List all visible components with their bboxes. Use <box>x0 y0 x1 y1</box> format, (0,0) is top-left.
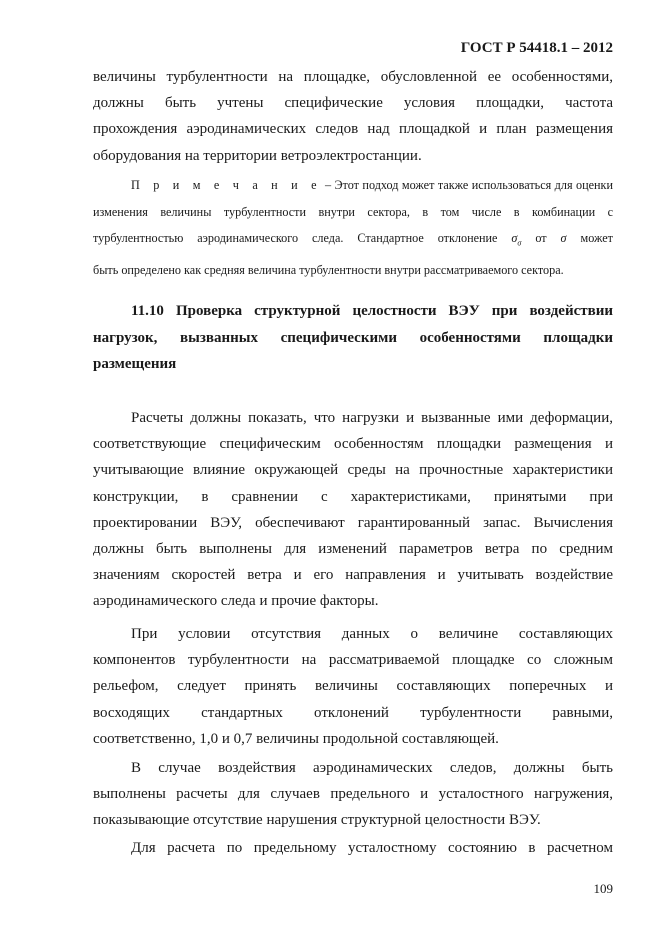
text-line: оборудования на территории ветроэлектростанции. <box>93 147 422 164</box>
paragraph-4 <box>93 835 613 861</box>
text-line: проектировании ВЭУ, обеспечивают гарантированный запас. Вычисления <box>93 514 613 531</box>
text-line: В случае воздействия аэродинамических следов, должны быть <box>131 760 613 776</box>
text-line: конструкции, в сравнении с характеристиками, принятыми при <box>93 488 613 505</box>
note-text: турбулентностью аэродинамического следа. Стандартное отклонение <box>93 231 498 246</box>
note-text: – Этот подход может также использоваться для оценки <box>321 178 613 192</box>
text-line: соответствующие специфическим особенностям площадки размещения и <box>93 436 613 453</box>
text-line: восходящих стандартных отклонений турбулентности равными, <box>93 704 613 721</box>
note-line-1 <box>93 172 613 199</box>
document-header: ГОСТ Р 54418.1 – 2012 <box>460 40 613 56</box>
sigma-symbol: σ <box>511 231 518 246</box>
text-line: значениям скоростей ветра и его направления и учитывать воздействие <box>93 567 613 584</box>
text-line: учитывающие влияние окружающей среды на прочностные характеристики <box>93 462 613 479</box>
sigma-subscript: σ <box>517 238 522 248</box>
note-line-4: быть определено как средняя величина турбулентности внутри рассматриваемого сектора. <box>93 263 564 278</box>
text-line: должны быть выполнены для изменений параметров ветра по средним <box>93 541 613 558</box>
paragraph-1 <box>93 405 613 615</box>
heading-line: размещения <box>93 356 177 373</box>
text-line: должны быть учтены специфические условия площадки, частота <box>93 95 613 112</box>
note-line-2: изменения величины турбулентности внутри сектора, в том числе в комбинации с <box>93 204 613 219</box>
text-line: показывающие отсутствие нарушения структурной целостности ВЭУ. <box>93 812 541 829</box>
text-line: Расчеты должны показать, что нагрузки и вызванные ими деформации, <box>131 410 613 426</box>
text-line: рельефом, следует принять величины составляющих поперечных и <box>93 678 613 695</box>
heading-line: нагрузок, вызванных специфическими особенностями площадки <box>93 329 613 346</box>
page-number: 109 <box>593 881 613 896</box>
intro-paragraph <box>93 64 613 169</box>
note-label: П р и м е ч а н и е <box>131 178 322 192</box>
section-heading <box>93 298 613 378</box>
paragraph-2 <box>93 621 613 752</box>
text-line: Для расчета по предельному усталостному состоянию в расчетном <box>131 840 613 856</box>
sigma-sector-symbol <box>511 231 522 248</box>
text-line: соответственно, 1,0 и 0,7 величины продольной составляющей. <box>93 730 499 747</box>
text-line: При условии отсутствия данных о величине составляющих <box>131 626 613 642</box>
text-line: аэродинамического следа и прочие факторы. <box>93 593 379 610</box>
note-text: может <box>580 231 614 246</box>
note-text: от <box>535 231 547 246</box>
text-line: компонентов турбулентности на рассматриваемой площадке со сложным <box>93 652 613 669</box>
paragraph-3 <box>93 755 613 834</box>
sigma-symbol: σ <box>560 231 567 246</box>
note-line-3 <box>93 225 613 257</box>
text-line: прохождения аэродинамических следов над площадкой и план размещения <box>93 121 613 138</box>
heading-line: 11.10 Проверка структурной целостности ВЭУ при воздействии <box>131 303 613 319</box>
text-line: величины турбулентности на площадке, обусловленной ее особенностями, <box>93 69 613 85</box>
text-line: выполнены расчеты для случаев предельного и усталостного нагружения, <box>93 786 613 803</box>
note-block <box>93 172 613 284</box>
